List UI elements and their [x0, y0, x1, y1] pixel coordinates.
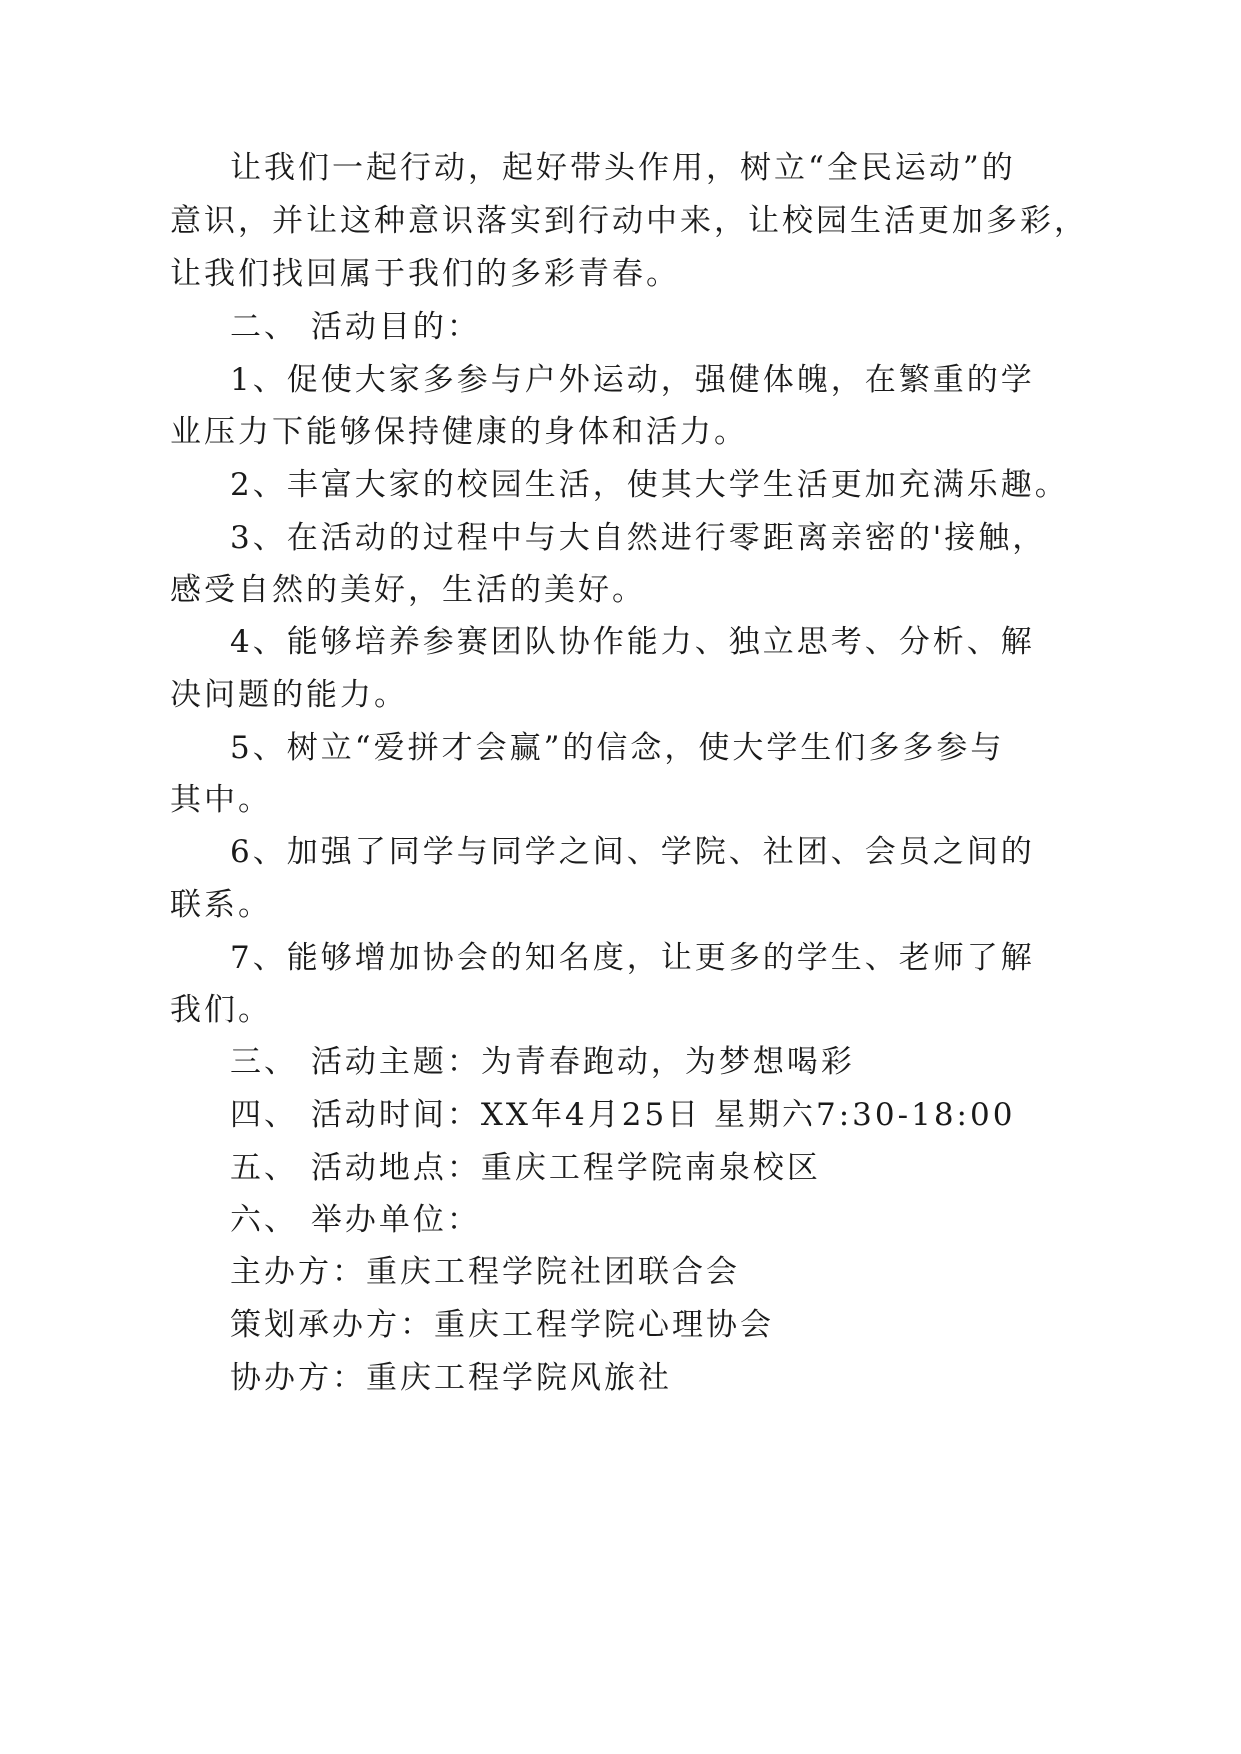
organizer-line: 主办方：重庆工程学院社团联合会 [230, 1254, 740, 1290]
list-item: 7、能够增加协会的知名度，让更多的学生、老师了解 [230, 940, 1035, 976]
list-item: 4、能够培养参赛团队协作能力、独立思考、分析、解 [230, 624, 1035, 660]
list-item: 1、促使大家多参与户外运动，强健体魄，在繁重的学 [230, 362, 1035, 398]
paragraph-line: 让我们一起行动，起好带头作用，树立“全民运动”的 [230, 150, 1016, 186]
list-item-continuation: 感受自然的美好，生活的美好。 [170, 572, 646, 608]
list-item-continuation: 我们。 [170, 992, 272, 1028]
organizer-line: 协办方：重庆工程学院风旅社 [230, 1360, 672, 1396]
section-heading: 三、 活动主题：为青春跑动，为梦想喝彩 [230, 1044, 855, 1080]
section-heading: 四、 活动时间：XX年4月25日 星期六7:30-18:00 [230, 1097, 1016, 1133]
list-item: 6、加强了同学与同学之间、学院、社团、会员之间的 [230, 834, 1035, 870]
list-item: 3、在活动的过程中与大自然进行零距离亲密的'接触， [230, 520, 1047, 556]
section-heading: 五、 活动地点：重庆工程学院南泉校区 [230, 1150, 821, 1186]
section-heading: 二、 活动目的： [230, 309, 481, 345]
paragraph-line: 让我们找回属于我们的多彩青春。 [170, 256, 680, 292]
list-item: 2、丰富大家的校园生活，使其大学生活更加充满乐趣。 [230, 467, 1069, 503]
section-heading: 六、 举办单位： [230, 1202, 481, 1238]
list-item-continuation: 其中。 [170, 782, 272, 818]
list-item: 5、树立“爱拼才会赢”的信念，使大学生们多多参与 [230, 730, 1005, 766]
paragraph-line: 意识，并让这种意识落实到行动中来，让校园生活更加多彩， [170, 203, 1088, 239]
organizer-line: 策划承办方：重庆工程学院心理协会 [230, 1307, 774, 1343]
list-item-continuation: 业压力下能够保持健康的身体和活力。 [170, 414, 748, 450]
list-item-continuation: 联系。 [170, 887, 272, 923]
list-item-continuation: 决问题的能力。 [170, 677, 408, 713]
